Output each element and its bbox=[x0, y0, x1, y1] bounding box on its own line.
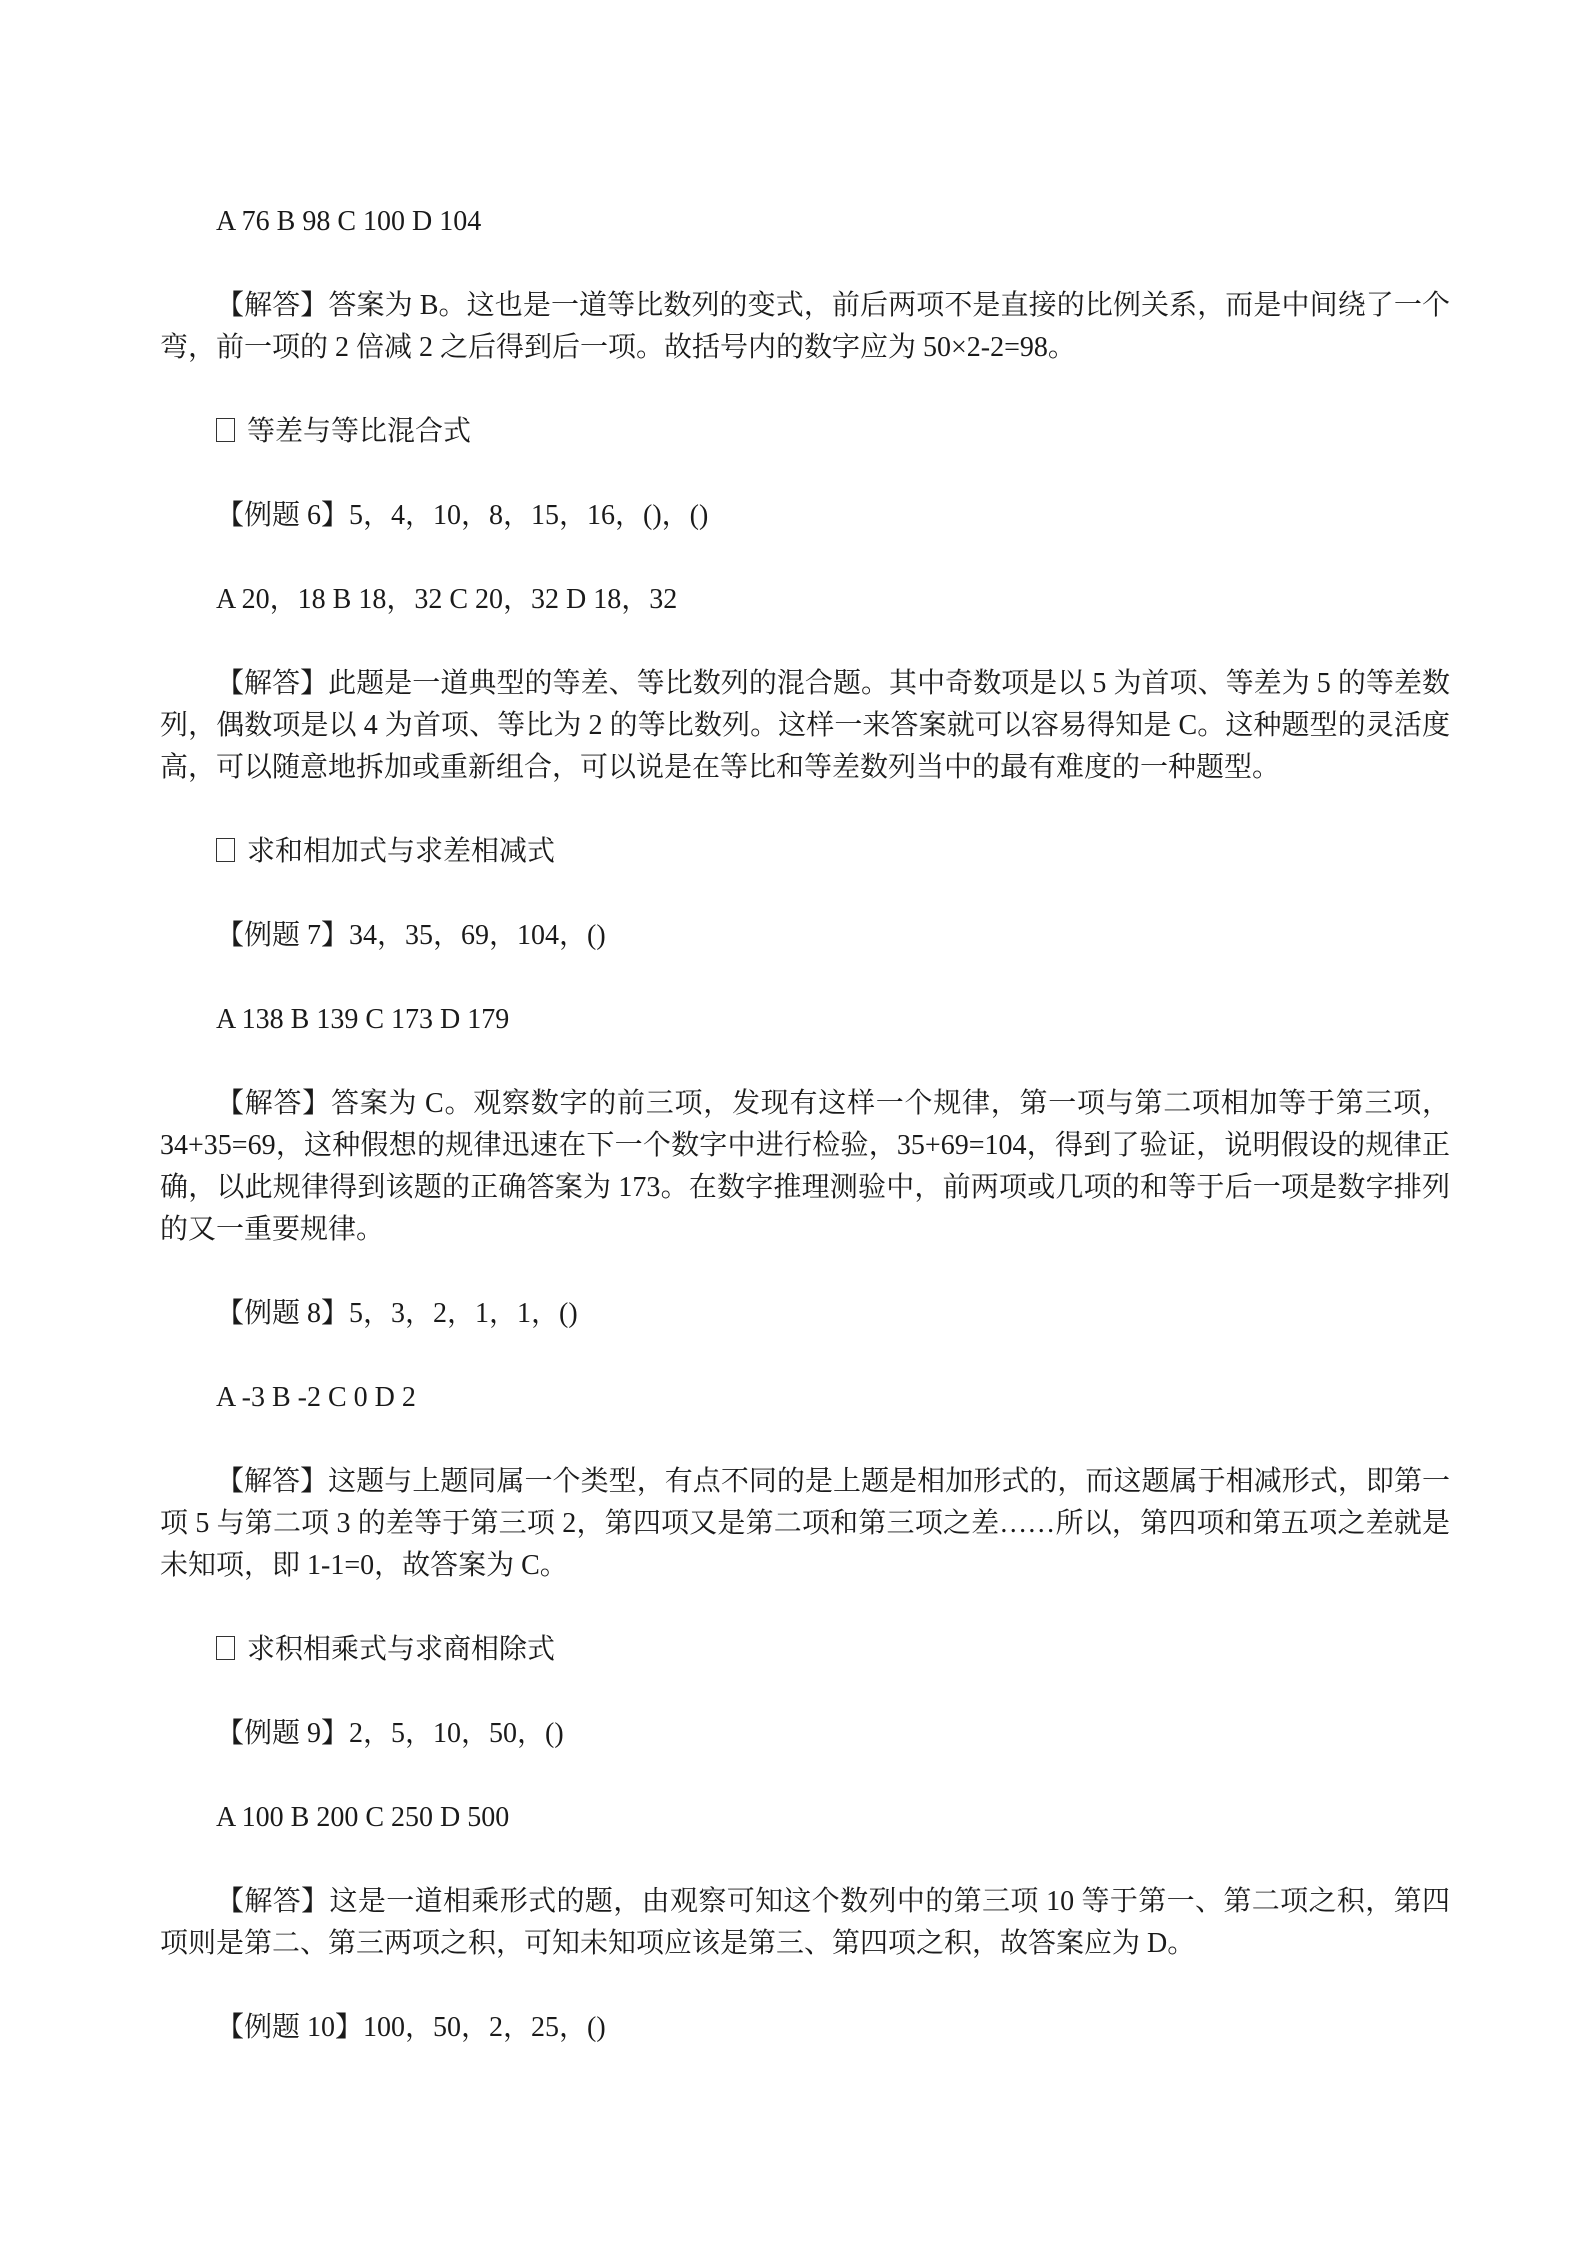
section-heading bbox=[160, 1629, 1450, 1671]
example-question: 【例题 10】100，50，2，25，() bbox=[216, 2012, 606, 2043]
section-heading-text: 求和相加式与求差相减式 bbox=[247, 836, 556, 867]
checkbox-square-icon bbox=[216, 838, 235, 862]
answer-paragraph: 【解答】答案为 C。观察数字的前三项，发现有这样一个规律，第一项与第二项相加等于第三项，34+35=69，这种假想的规律迅速在下一个数字中进行检验，35+69=104，得到了验证，说明假设的规律正确，以此规律得到该题的正确答案为 173。在数字推理测验中，前两项或几项的和等于后一项是数字排列的又一重要规律。 bbox=[160, 1088, 1450, 1245]
example-question: 【例题 9】2，5，10，50，() bbox=[216, 1718, 564, 1749]
checkbox-square-icon bbox=[216, 418, 235, 442]
checkbox-square-icon bbox=[216, 1636, 235, 1660]
options-line: A 20，18 B 18，32 C 20，32 D 18，32 bbox=[216, 584, 678, 615]
example-question: 【例题 6】5，4，10，8，15，16，()，() bbox=[216, 500, 709, 531]
options-line: A -3 B -2 C 0 D 2 bbox=[216, 1382, 416, 1413]
answer-paragraph: 【解答】此题是一道典型的等差、等比数列的混合题。其中奇数项是以 5 为首项、等差为 5 的等差数列，偶数项是以 4 为首项、等比为 2 的等比数列。这样一来答案就可以容易得知是 C。这种题型的灵活度高，可以随意地拆加或重新组合，可以说是在等比和等差数列当中的最有难度的一种题型。 bbox=[160, 668, 1450, 783]
answer-paragraph: 【解答】这题与上题同属一个类型，有点不同的是上题是相加形式的，而这题属于相减形式，即第一项 5 与第二项 3 的差等于第三项 2，第四项又是第二项和第三项之差……所以，第四项和第五项之差就是未知项，即 1-1=0，故答案为 C。 bbox=[160, 1466, 1450, 1581]
example-question: 【例题 8】5，3，2，1，1，() bbox=[216, 1298, 578, 1329]
answer-paragraph: 【解答】这是一道相乘形式的题，由观察可知这个数列中的第三项 10 等于第一、第二项之积，第四项则是第二、第三两项之积，可知未知项应该是第三、第四项之积，故答案应为 D。 bbox=[160, 1886, 1450, 1959]
section-heading bbox=[160, 411, 1450, 453]
example-question: 【例题 7】34，35，69，104，() bbox=[216, 920, 606, 951]
section-heading-text: 等差与等比混合式 bbox=[247, 416, 472, 447]
options-line: A 100 B 200 C 250 D 500 bbox=[216, 1802, 510, 1833]
options-line: A 76 B 98 C 100 D 104 bbox=[216, 206, 482, 237]
section-heading-text: 求积相乘式与求商相除式 bbox=[247, 1634, 556, 1665]
options-line: A 138 B 139 C 173 D 179 bbox=[216, 1004, 510, 1035]
answer-paragraph: 【解答】答案为 B。这也是一道等比数列的变式，前后两项不是直接的比例关系，而是中间绕了一个弯，前一项的 2 倍减 2 之后得到后一项。故括号内的数字应为 50×2-2=98。 bbox=[160, 290, 1450, 363]
section-heading bbox=[160, 831, 1450, 873]
document-page bbox=[160, 201, 1450, 2091]
